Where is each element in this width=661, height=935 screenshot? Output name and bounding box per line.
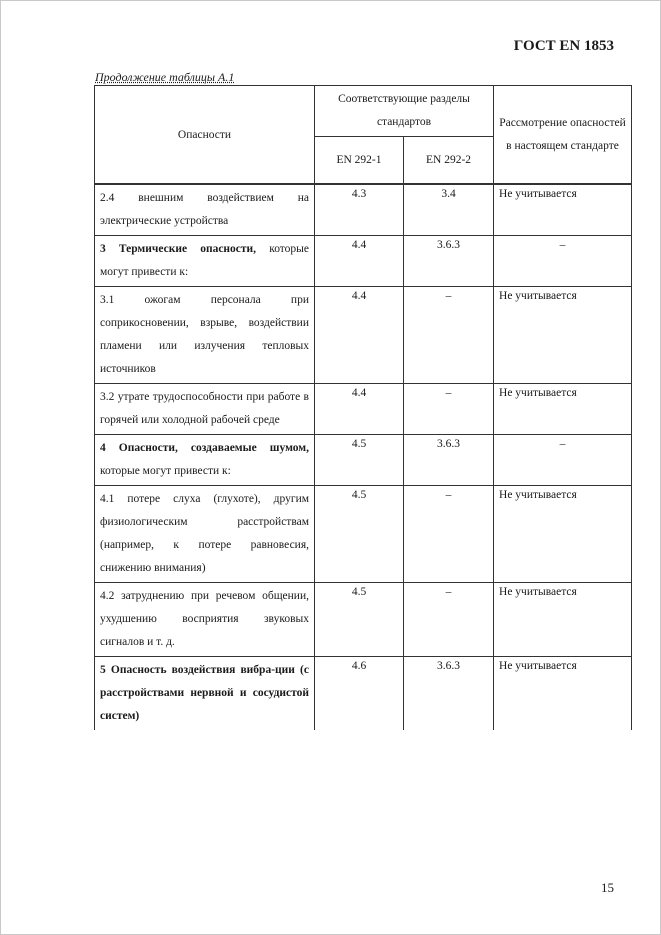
hazard-heading: 5 Опасность воздействия вибра-ции (с расстройствами нервной и сосудистой систем) xyxy=(100,664,309,722)
hazard-cell xyxy=(95,384,315,435)
en-292-2-cell: – xyxy=(404,486,494,583)
en-292-2-cell: 3.6.3 xyxy=(404,435,494,486)
hazard-text: 2.4 внешним воздействием на электрические устройства xyxy=(100,192,309,227)
hazard-heading: 3 Термические опасности, xyxy=(100,243,257,255)
en-292-1-cell: 4.4 xyxy=(315,384,404,435)
table-row xyxy=(95,486,632,583)
hazard-cell xyxy=(95,287,315,384)
page-number: 15 xyxy=(601,880,614,895)
hazard-text: которые могут привести к: xyxy=(100,465,231,477)
consideration-cell: Не учитывается xyxy=(494,287,632,384)
en-292-2-cell: – xyxy=(404,384,494,435)
en-292-1-cell: 4.4 xyxy=(315,236,404,287)
consideration-cell: Не учитывается xyxy=(494,184,632,236)
hazard-text: 3.1 ожогам персонала при соприкосновении, взрыве, воздействии пламени или излучения тепловых источников xyxy=(100,294,309,375)
en-292-2-cell: – xyxy=(404,287,494,384)
consideration-cell: – xyxy=(494,236,632,287)
standard-designation: ГОСТ EN 1853 xyxy=(513,38,614,54)
hazard-heading: 4 Опасности, создаваемые шумом, xyxy=(100,442,309,454)
col-header-en-292-2: EN 292-2 xyxy=(404,137,494,185)
hazard-cell xyxy=(95,435,315,486)
en-292-2-cell: 3.4 xyxy=(404,184,494,236)
hazard-cell xyxy=(95,184,315,236)
en-292-2-cell: 3.6.3 xyxy=(404,657,494,731)
consideration-cell: – xyxy=(494,435,632,486)
hazard-text: 4.1 потере слуха (глухоте), другим физиологическим расстройствам (например, к потере равновесия, снижению внимания) xyxy=(100,493,309,574)
table-row xyxy=(95,583,632,657)
en-292-2-cell: 3.6.3 xyxy=(404,236,494,287)
hazard-text: 3.2 утрате трудоспособности при работе в горячей или холодной рабочей среде xyxy=(100,391,309,426)
table-row xyxy=(95,236,632,287)
table-row xyxy=(95,184,632,236)
consideration-cell: Не учитывается xyxy=(494,486,632,583)
en-292-1-cell: 4.6 xyxy=(315,657,404,731)
consideration-cell: Не учитывается xyxy=(494,583,632,657)
table-row xyxy=(95,435,632,486)
en-292-1-cell: 4.5 xyxy=(315,486,404,583)
hazard-text: которые могут привести к: xyxy=(100,243,309,278)
table-row xyxy=(95,657,632,731)
table-row xyxy=(95,287,632,384)
en-292-1-cell: 4.4 xyxy=(315,287,404,384)
table-continuation-caption: Продолжение таблицы А.1 xyxy=(95,70,235,84)
col-header-standard-sections: Соответствующие разделы стандартов xyxy=(315,86,494,137)
consideration-cell: Не учитывается xyxy=(494,657,632,731)
col-header-en-292-1: EN 292-1 xyxy=(315,137,404,185)
hazard-cell xyxy=(95,486,315,583)
table-row xyxy=(95,384,632,435)
col-header-hazards: Опасности xyxy=(95,86,315,185)
en-292-1-cell: 4.5 xyxy=(315,583,404,657)
hazards-table xyxy=(94,85,632,730)
en-292-1-cell: 4.3 xyxy=(315,184,404,236)
consideration-cell: Не учитывается xyxy=(494,384,632,435)
hazard-cell xyxy=(95,657,315,731)
en-292-1-cell: 4.5 xyxy=(315,435,404,486)
col-header-consideration: Рассмотрение опасностей в настоящем стандарте xyxy=(494,86,632,185)
en-292-2-cell: – xyxy=(404,583,494,657)
hazard-text: 4.2 затруднению при речевом общении, ухудшению восприятия звуковых сигналов и т. д. xyxy=(100,590,309,648)
hazard-cell xyxy=(95,583,315,657)
hazard-cell xyxy=(95,236,315,287)
